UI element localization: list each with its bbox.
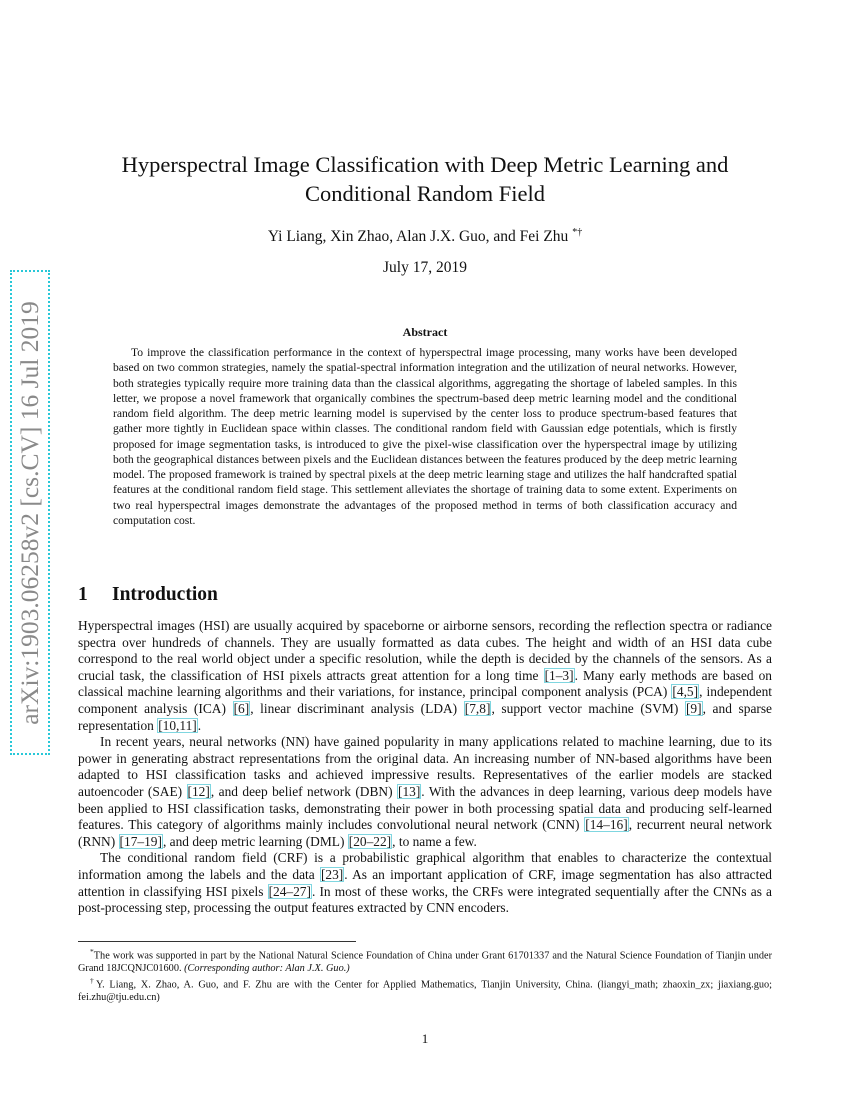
paragraph-text: , and deep metric learning (DML): [162, 833, 348, 849]
citation-link[interactable]: [9]: [685, 700, 702, 716]
paragraph-text: . Many early methods are based on classical machine learning algorithms and their variations, for instance, principal component analysis (PCA): [78, 667, 772, 700]
footnote-corresponding-author: (Corresponding author: Alan J.X. Guo.): [184, 962, 350, 974]
citation-link[interactable]: [20–22]: [348, 833, 392, 849]
paragraph-text: , support vector machine (SVM): [491, 700, 685, 716]
footnote-text: The work was supported in part by the National Natural Science Foundation of China under Grant 61701337 and the Natural Science Foundation of Tianjin under Grand 18JCQNJC01600.: [78, 950, 772, 974]
author-footnote-marks: *†: [572, 227, 583, 238]
footnote-mark: †: [90, 976, 96, 986]
paragraph-text: . In most of these works, the CRFs were integrated sequentially after the CNNs as a post-processing step, processing the output features extracted by CNN encoders.: [78, 883, 772, 916]
body-paragraph: [78, 618, 772, 734]
citation-link[interactable]: [10,11]: [158, 717, 197, 733]
paragraph-text: , to name a few.: [392, 833, 477, 849]
citation-link[interactable]: [1–3]: [544, 667, 574, 683]
paper-date: July 17, 2019: [383, 259, 467, 276]
body-paragraph: [78, 734, 772, 850]
footnote-divider: [78, 941, 356, 942]
citation-link[interactable]: [24–27]: [268, 883, 311, 899]
footnote: [78, 975, 772, 1004]
arxiv-identifier-text[interactable]: arXiv:1903.06258v2 [cs.CV] 16 Jul 2019: [15, 300, 44, 725]
paragraph-text: In recent years, neural networks (NN) have gained popularity in many applications related to machine learning, due to its power in generating abstract representations from the original data. An increasing number of NN-based algorithms have been adapted to HSI classification tasks and achieved impressive results. Representatives of the earlier models are stacked autoencoder (SAE): [78, 734, 772, 799]
paragraph-text: . As an important application of CRF, image segmentation has also attracted attention in classifying HSI pixels: [78, 866, 772, 899]
citation-link[interactable]: [23]: [320, 866, 344, 882]
body-paragraph: [78, 850, 772, 916]
paragraph-text: , recurrent neural network (RNN): [78, 817, 773, 849]
paragraph-text: , and sparse representation: [78, 700, 772, 733]
footnote-text: Y. Liang, X. Zhao, A. Guo, and F. Zhu are with the Center for Applied Mathematics, Tianjin University, China. (liangyi_math; zhaoxin_zx; jiaxiang.guo; fei.zhu@tju.edu.cn): [78, 979, 773, 1004]
paragraph-text: , independent component analysis (ICA): [78, 684, 772, 716]
section-number: 1: [78, 584, 88, 605]
paragraph-text: Hyperspectral images (HSI) are usually acquired by spaceborne or airborne sensors, recording the reflection spectra or radiance spectra over hundreds of channels. They are usually formatted as data cubes. The height and width of an HSI data cube correspond to the real world object under a specific resolution, while the depth is decided by the channels of the sensors. As a crucial task, the classification of HSI pixels attracts great attention for a long time: [78, 618, 772, 683]
citation-link[interactable]: [14–16]: [585, 817, 628, 833]
citation-link[interactable]: [17–19]: [119, 833, 162, 849]
footnotes: [78, 946, 772, 1005]
section-heading: [78, 584, 218, 606]
paragraph-text: , linear discriminant analysis (LDA): [250, 700, 464, 716]
author-names: Yi Liang, Xin Zhao, Alan J.X. Guo, and Fei Zhu: [267, 228, 569, 246]
footnote: [78, 946, 772, 975]
paragraph-text: .: [197, 717, 202, 733]
citation-link[interactable]: [12]: [187, 783, 210, 799]
paragraph-text: . With the advances in deep learning, various deep models have been applied to HSI classification tasks, demonstrating their power in both processing spatial data and producing self-learned features. This category of algorithms mainly includes convolutional neural network (CNN): [78, 783, 773, 833]
section-body: [78, 618, 772, 917]
citation-link[interactable]: [4,5]: [672, 684, 699, 700]
author-list: [78, 227, 772, 246]
abstract-heading: Abstract: [402, 325, 448, 339]
footnote-mark: *: [90, 947, 94, 956]
citation-link[interactable]: [7,8]: [464, 700, 491, 716]
citation-link[interactable]: [13]: [397, 783, 421, 799]
paragraph-text: The conditional random field (CRF) is a probabilistic graphical algorithm that enables to characterize the contextual information among the labels and the data: [78, 850, 772, 882]
citation-link[interactable]: [6]: [233, 700, 250, 716]
paper-title: Hyperspectral Image Classification with Deep Metric Learning and Conditional Random Field: [121, 152, 729, 206]
section-title: Introduction: [112, 584, 218, 605]
abstract-text: To improve the classification performance in the context of hyperspectral image processing, many works have been developed based on two common strategies, namely the spatial-spectral information integration and the utilization of neural networks. However, both strategies typically require more training data than the classical algorithms, aggregating the shortage of labeled samples. In this letter, we propose a novel framework that organically combines the spectrum-based deep metric learning model and the conditional random field algorithm. The deep metric learning model is supervised by the center loss to produce spectrum-based features that gather more tightly in Euclidean space within classes. The conditional random field with Gaussian edge potentials, which is firstly proposed for image segmentation tasks, is introduced to give the pixel-wise classification over the hyperspectral image by utilizing both the geographical distances between pixels and the Euclidean distances between the features produced by the deep metric learning model. The proposed framework is trained by spectral pixels at the deep metric learning stage and utilizes the half handcrafted spatial features at the conditional random field stage. This settlement alleviates the shortage of training data to some extent. Experiments on two real hyperspectral images demonstrate the advantages of the proposed method in terms of both classification accuracy and computation cost.: [113, 346, 737, 527]
arxiv-identifier-stamp[interactable]: [10, 270, 50, 755]
page-number: 1: [421, 1031, 429, 1046]
paragraph-text: , and deep belief network (DBN): [210, 783, 397, 799]
